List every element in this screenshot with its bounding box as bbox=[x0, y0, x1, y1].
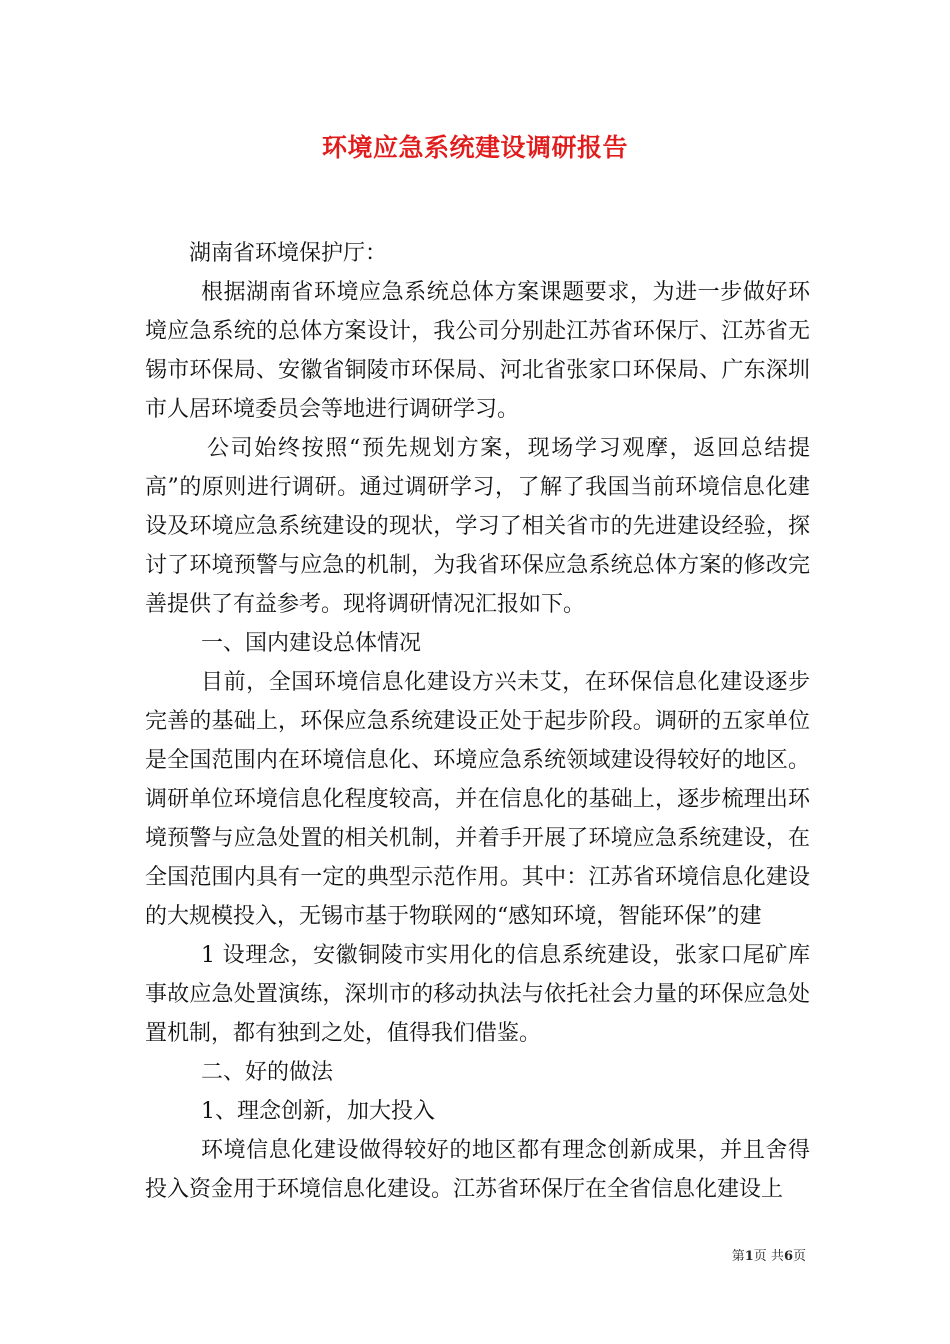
paragraph-intro: 根据湖南省环境应急系统总体方案课题要求，为进一步做好环境应急系统的总体方案设计，我公司分别赴江苏省环保厅、江苏省无锡市环保局、安徽省铜陵市环保局、河北省张家口环保局、广东深圳市人居环境委员会等地进行调研学习。 bbox=[145, 280, 810, 422]
current-page-number: 1 bbox=[744, 1249, 754, 1264]
section-heading-1: 一、国内建设总体情况 bbox=[201, 631, 422, 656]
paragraph-principle: 公司始终按照“预先规划方案，现场学习观摩，返回总结提高”的原则进行调研。通过调研学习，了解了我国当前环境信息化建设及环境应急系统建设的现状，学习了相关省市的先进建设经验，探讨了环境预警与应急的机制，为我省环保应急系统总体方案的修改完善提供了有益参考。现将调研情况汇报如下。 bbox=[145, 436, 810, 617]
paragraph-overview: 目前，全国环境信息化建设方兴未艾，在环保信息化建设逐步完善的基础上，环保应急系统建设正处于起步阶段。调研的五家单位是全国范围内在环境信息化、环境应急系统领域建设得较好的地区。调研单位环境信息化程度较高，并在信息化的基础上，逐步梳理出环境预警与应急处置的相关机制，并着手开展了环境应急系统建设，在全国范围内具有一定的典型示范作用。其中：江苏省环境信息化建设的大规模投入，无锡市基于物联网的“感知环境，智能环保”的建 bbox=[145, 670, 810, 929]
total-pages-number: 6 bbox=[783, 1249, 793, 1264]
salutation: 湖南省环境保护厅： bbox=[189, 241, 388, 266]
paragraph-continuation: 1 设理念，安徽铜陵市实用化的信息系统建设，张家口尾矿库事故应急处置演练，深圳市的移动执法与依托社会力量的环保应急处置机制，都有独到之处，值得我们借鉴。 bbox=[145, 943, 810, 1046]
paragraph-innovation: 环境信息化建设做得较好的地区都有理念创新成果，并且舍得投入资金用于环境信息化建设。江苏省环保厅在全省信息化建设上 bbox=[145, 1138, 810, 1202]
footer-suffix: 页 bbox=[792, 1249, 806, 1264]
section-heading-2: 二、好的做法 bbox=[201, 1060, 334, 1085]
footer-middle: 页 共 bbox=[753, 1249, 784, 1264]
document-title: 环境应急系统建设调研报告 bbox=[321, 133, 628, 162]
document-body bbox=[145, 234, 810, 1209]
footer-prefix: 第 bbox=[731, 1249, 745, 1264]
page-number-footer bbox=[732, 1245, 806, 1264]
subsection-heading-1: 1、理念创新，加大投入 bbox=[201, 1099, 435, 1124]
